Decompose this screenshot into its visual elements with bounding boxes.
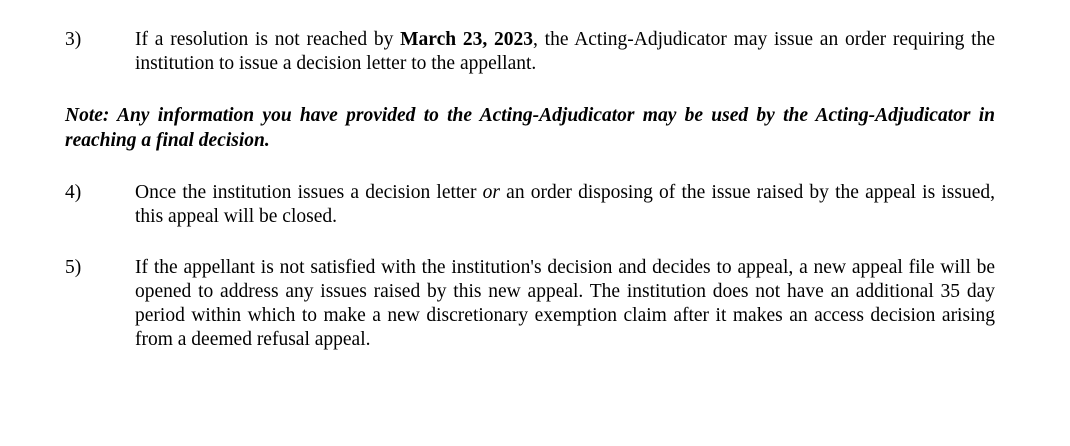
note-paragraph: Note: Any information you have provided to the Acting-Adjudicator may be used by the Acting-Adjudicator in reaching a final decision. [65,105,995,151]
emphasis-or: or [482,182,500,203]
item-text-end: , the Acting-Adjudicator may issue an order requiring the institution to issue a decision letter to the appellant. [135,29,995,74]
resolution-deadline: March 23, 2023 [400,29,534,50]
item-text-start: Once the institution issues a decision letter [135,182,483,203]
item-text: If the appellant is not satisfied with the institution's decision and decides to appeal, a new appeal file will be opened to address any issues raised by this new appeal. The institution does not have an additional 35 day period within which to make a new discretionary exemption claim after it makes an access decision arising from a deemed refusal appeal. [135,257,995,350]
item-number: 3) [65,29,82,50]
item-text [135,28,995,76]
item-text [135,181,995,229]
item-number: 5) [65,257,82,278]
item-number: 4) [65,182,82,203]
item-text-start: If a resolution is not reached by [135,29,401,50]
item-text-end: an order disposing of the issue raised by the appeal is issued, this appeal will be closed. [135,182,995,227]
